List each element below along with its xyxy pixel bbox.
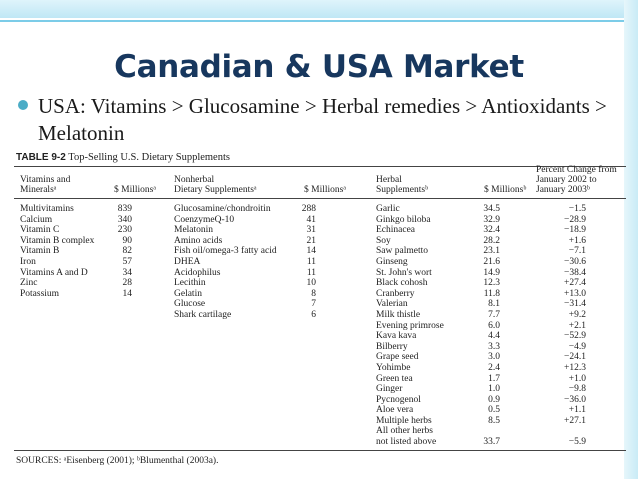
table-cell: −5.9 (568, 437, 586, 448)
table-cell: +27.1 (564, 415, 586, 426)
table-cell: 10 (306, 278, 316, 289)
header-percent-change (536, 165, 617, 195)
header-vitamins-line1: Vitamins and (20, 175, 71, 185)
nonherbal-values (298, 204, 316, 321)
table-cell: Glucosamine/chondroitin (174, 204, 271, 214)
table-cell: 11 (306, 267, 316, 278)
header-herbal-line1: Herbal (376, 175, 402, 185)
table-cell: Gelatin (174, 288, 202, 299)
table-cell: 2.4 (488, 362, 500, 373)
table-cell: Bilberry (376, 341, 408, 352)
table-cell: Acidophilus (174, 267, 221, 278)
table-cell: Zinc (20, 278, 38, 289)
table-cell: Green tea (376, 373, 413, 384)
table-cell: Shark cartilage (174, 309, 232, 320)
table-cell: 839 (117, 204, 132, 214)
bullet-text: USA: Vitamins > Glucosamine > Herbal remedies > Antioxidants > Melatonin (38, 94, 607, 145)
table-cell: +1.6 (568, 235, 586, 246)
table-cell: 4.4 (488, 331, 500, 342)
table-cell: +9.2 (568, 309, 586, 320)
table-cell: 28.2 (483, 235, 500, 246)
table-cell: 21.6 (483, 256, 500, 267)
table-cell: All other herbs (376, 426, 433, 437)
table-cell: −7.1 (568, 246, 586, 257)
top-decor-line (0, 20, 638, 22)
table-cell: 0.5 (488, 405, 500, 416)
table-cell: −28.9 (564, 214, 586, 225)
table-cell: Vitamin C (20, 225, 60, 236)
table-cell: −1.5 (568, 204, 586, 214)
table-cell: −38.4 (564, 267, 586, 278)
table-cell: 7 (311, 299, 316, 310)
table-cell: 8.5 (488, 415, 500, 426)
table-cell: 31 (306, 225, 316, 236)
table-cell: 14 (306, 246, 316, 257)
table-cell: +1.0 (568, 373, 586, 384)
table-cell: Cranberry (376, 288, 415, 299)
table-cell: +27.4 (564, 278, 586, 289)
table-cell: Kava kava (376, 331, 417, 342)
table-cell: 0.9 (488, 394, 500, 405)
header-millions-2: $ Millionsᵃ (304, 185, 346, 195)
table-cell: Yohimbe (376, 362, 411, 373)
table-cell: 11 (306, 256, 316, 267)
table-cell: Grape seed (376, 352, 419, 363)
table-cell: 230 (117, 225, 132, 236)
header-nonherbal-line2: Dietary Supplementsᵃ (174, 185, 257, 195)
table-cell (552, 426, 586, 437)
table-cell: Echinacea (376, 225, 416, 236)
table-cell: 11.8 (483, 288, 500, 299)
table-cell: 34.5 (483, 204, 500, 214)
table-cell: Ginseng (376, 256, 408, 267)
table-cell: Aloe vera (376, 405, 414, 416)
table-cell: not listed above (376, 437, 437, 448)
table-cell: Multiple herbs (376, 415, 432, 426)
table-bottom-rule (14, 450, 626, 451)
table-cell: Multivitamins (20, 204, 74, 214)
table-cell: 1.7 (488, 373, 500, 384)
table-cell: 1.0 (488, 384, 500, 395)
table-cell: Glucose (174, 299, 206, 310)
header-millions-1: $ Millionsᵃ (114, 185, 156, 195)
header-herbal-line2: Supplementsᵇ (376, 185, 429, 195)
table-cell: Pycnogenol (376, 394, 421, 405)
nonherbal-names (174, 204, 277, 321)
table-cell (478, 426, 500, 437)
table-sources: SOURCES: ᵃEisenberg (2001); ᵇBlumenthal (2003a). (16, 456, 219, 466)
table-cell: −36.0 (564, 394, 586, 405)
header-pct-line1: Percent Change from (536, 165, 617, 175)
table-cell: 33.7 (483, 437, 500, 448)
table-cell: Potassium (20, 288, 60, 299)
bullet-dot-icon (18, 100, 28, 110)
table-cell: Melatonin (174, 225, 214, 236)
table-caption (16, 152, 230, 163)
table-cell: +13.0 (564, 288, 586, 299)
table-cell: 57 (122, 256, 132, 267)
table-cell: Vitamin B (20, 246, 60, 257)
table-cell: Valerian (376, 299, 408, 310)
table-cell: 90 (122, 235, 132, 246)
table-cell: 340 (117, 214, 132, 225)
table-cell: 8 (311, 288, 316, 299)
slide-title: Canadian & USA Market (114, 49, 524, 85)
bullet-point (18, 93, 618, 147)
table-cell: −52.9 (564, 331, 586, 342)
table-cell: −9.8 (568, 384, 586, 395)
herbal-values (478, 204, 500, 448)
table-cell: Saw palmetto (376, 246, 428, 257)
table-cell: +1.1 (568, 405, 586, 416)
herbal-names (376, 204, 444, 448)
table-cell: 3.0 (488, 352, 500, 363)
table-cell: Garlic (376, 204, 400, 214)
table-cell: Black cohosh (376, 278, 428, 289)
herbal-changes (552, 204, 586, 448)
header-vitamins (20, 175, 70, 195)
header-millions-3: $ Millionsᵇ (484, 185, 527, 195)
header-pct-line3: January 2003ᵇ (536, 185, 590, 195)
table-cell: Ginkgo biloba (376, 214, 431, 225)
table-cell: 8.1 (488, 299, 500, 310)
table-cell: −4.9 (568, 341, 586, 352)
header-nonherbal (174, 175, 257, 195)
table-cell: 14 (122, 288, 132, 299)
vitamins-names (20, 204, 94, 299)
table-cell: +12.3 (564, 362, 586, 373)
table-cell: −31.4 (564, 299, 586, 310)
table-cell: 7.7 (488, 309, 500, 320)
header-pct-line2: January 2002 to (536, 175, 597, 185)
table-cell: St. John's wort (376, 267, 432, 278)
table-cell: CoenzymeQ-10 (174, 214, 235, 225)
table-cell: Vitamin B complex (20, 235, 95, 246)
table-top-rule (14, 166, 626, 167)
header-vitamins-line2: Mineralsᵃ (20, 185, 57, 195)
table-cell: DHEA (174, 256, 201, 267)
header-nonherbal-line1: Nonherbal (174, 175, 215, 185)
table-cell: 21 (306, 235, 316, 246)
table-cell: −18.9 (564, 225, 586, 236)
table-cell: Lecithin (174, 278, 206, 289)
table-cell: 23.1 (483, 246, 500, 257)
table-cell: Vitamins A and D (20, 267, 88, 278)
table-number: TABLE 9-2 (16, 152, 66, 163)
header-herbal (376, 175, 428, 195)
table-cell: 14.9 (483, 267, 500, 278)
table-cell: −24.1 (564, 352, 586, 363)
table-cell: Evening primrose (376, 320, 444, 331)
table-cell: Milk thistle (376, 309, 421, 320)
top-decor-bar (0, 0, 638, 18)
table-cell: 288 (301, 204, 316, 214)
vitamins-values (114, 204, 132, 299)
table-caption-text: Top-Selling U.S. Dietary Supplements (68, 152, 230, 163)
table-cell: 41 (306, 214, 316, 225)
table-cell: 32.4 (483, 225, 500, 236)
table-cell: Soy (376, 235, 391, 246)
table-header-rule (14, 198, 626, 199)
table-cell: 28 (122, 278, 132, 289)
table-cell: +2.1 (568, 320, 586, 331)
table-cell: 3.3 (488, 341, 500, 352)
table-cell: 6 (311, 309, 316, 320)
table-cell: 32.9 (483, 214, 500, 225)
table-cell: Fish oil/omega-3 fatty acid (174, 246, 277, 257)
table-cell: Amino acids (174, 235, 223, 246)
table-cell: 34 (122, 267, 132, 278)
table-cell: Iron (20, 256, 36, 267)
table-cell: 6.0 (488, 320, 500, 331)
table-cell: Ginger (376, 384, 403, 395)
supplements-table (14, 150, 626, 470)
table-cell: 12.3 (483, 278, 500, 289)
table-cell: 82 (122, 246, 132, 257)
table-cell: −30.6 (564, 256, 586, 267)
table-cell: Calcium (20, 214, 53, 225)
